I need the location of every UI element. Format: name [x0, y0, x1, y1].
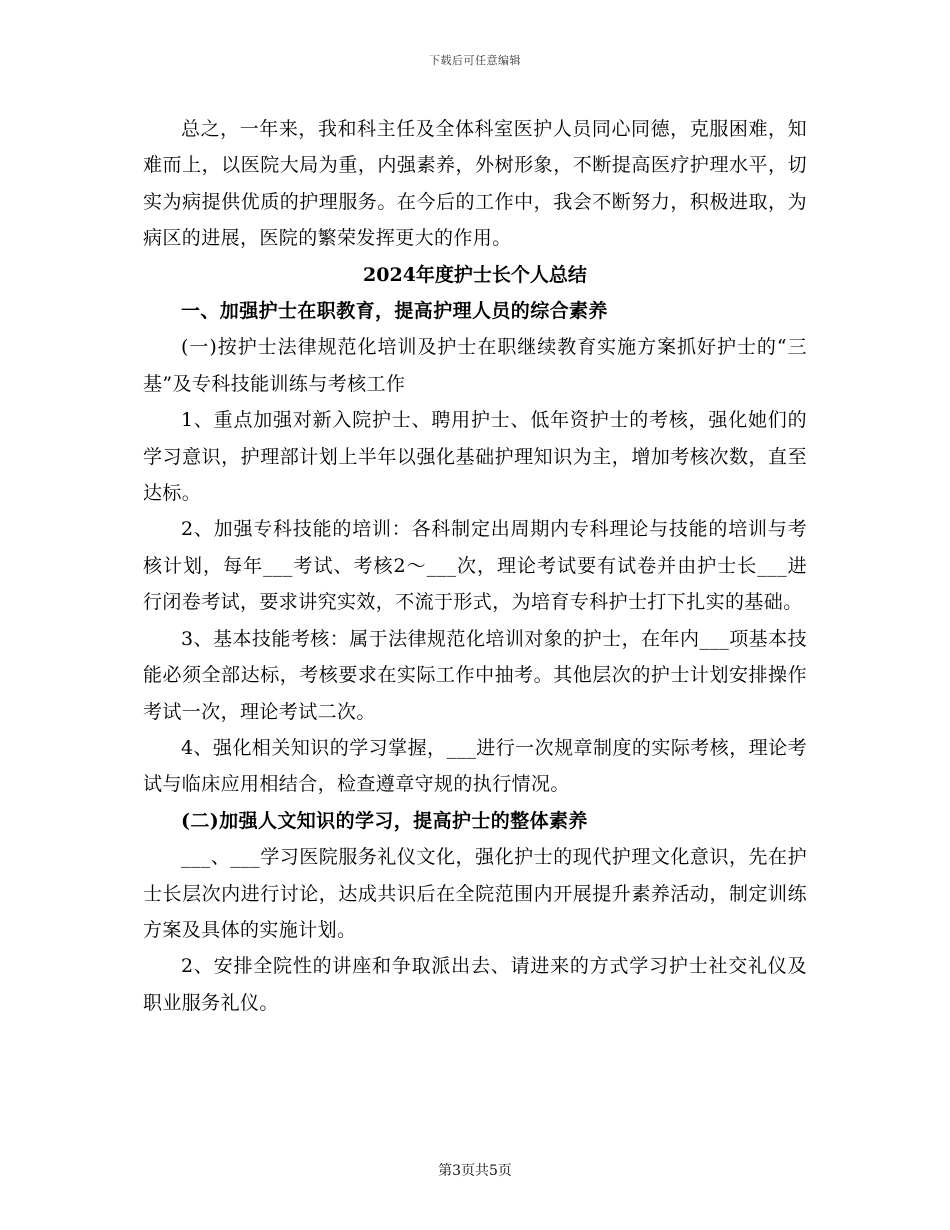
subsection-2-heading: (二)加强人文知识的学习，提高护士的整体素养	[181, 809, 588, 832]
summary-paragraph: 总之，一年来，我和科主任及全体科室医护人员同心同德，克服困难，知难而上，以医院大局为重，内强素养，外树形象，不断提高医疗护理水平，切实为病提供优质的护理服务。在今后的工作中，我会不断努力，积极进取，为病区的进展，医院的繁荣发挥更大的作用。	[143, 118, 807, 250]
page-number-footer: 第3页共5页	[438, 1163, 512, 1179]
document-title: 2024年度护士长个人总结	[363, 263, 587, 286]
section-1-heading: 一、加强护士在职教育，提高护理人员的综合素养	[181, 300, 608, 323]
subsection-1-paragraph: (一)按护士法律规范化培训及护士在职继续教育实施方案抓好护士的“三基”及专科技能训练与考核工作	[143, 336, 807, 395]
item-5-paragraph: ___、___学习医院服务礼仪文化，强化护士的现代护理文化意识，先在护士长层次内进行讨论，达成共识后在全院范围内开展提升素养活动，制定训练方案及具体的实施计划。	[143, 846, 807, 941]
item-1-paragraph: 1、重点加强对新入院护士、聘用护士、低年资护士的考核，强化她们的学习意识，护理部计划上半年以强化基础护理知识为主，增加考核次数，直至达标。	[143, 409, 807, 505]
document-body	[143, 111, 807, 1021]
item-6-paragraph: 2、安排全院性的讲座和争取派出去、请进来的方式学习护士社交礼仪及职业服务礼仪。	[143, 955, 807, 1014]
item-2-paragraph: 2、加强专科技能的培训：各科制定出周期内专科理论与技能的培训与考核计划，每年___考试、考核2～___次，理论考试要有试卷并由护士长___进行闭卷考试，要求讲究实效，不流于形式，为培育专科护士打下扎实的基础。	[143, 518, 807, 614]
item-4-paragraph: 4、强化相关知识的学习掌握，___进行一次规章制度的实际考核，理论考试与临床应用相结合，检查遵章守规的执行情况。	[143, 736, 807, 796]
item-3-paragraph: 3、基本技能考核：属于法律规范化培训对象的护士，在年内___项基本技能必须全部达标，考核要求在实际工作中抽考。其他层次的护士计划安排操作考试一次，理论考试二次。	[143, 627, 807, 723]
header-note: 下载后可任意编辑	[429, 54, 521, 67]
